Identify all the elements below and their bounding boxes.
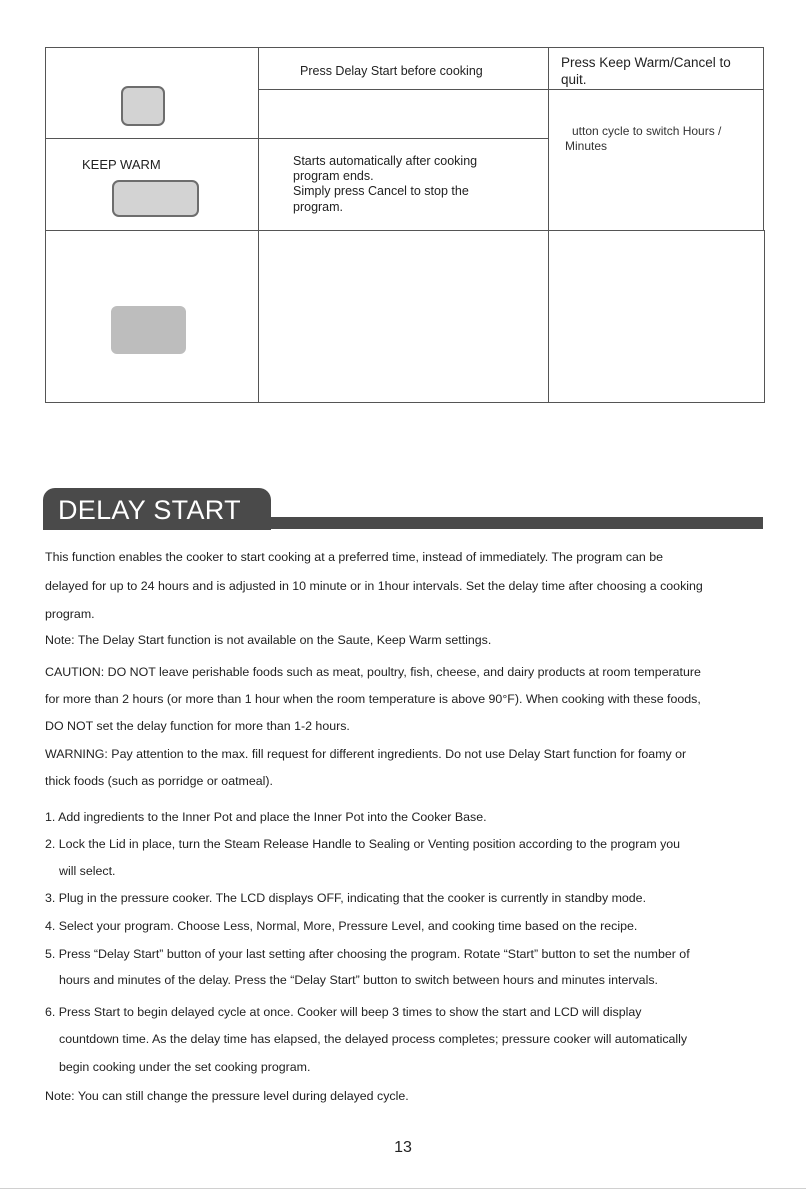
delay-start-button-shape (121, 86, 165, 126)
row1-right-mid-line1: utton cycle to switch Hours / (572, 124, 722, 138)
body-line: thick foods (such as porridge or oatmeal). (45, 774, 273, 788)
table-top-border (45, 47, 764, 48)
table-row-divider-2 (45, 230, 765, 231)
body-line: 2. Lock the Lid in place, turn the Steam Release Handle to Sealing or Venting position according to the program you (45, 837, 681, 851)
body-line: Note: You can still change the pressure level during delayed cycle. (45, 1089, 409, 1103)
table-left-border (45, 47, 46, 403)
table-right-border-upper (763, 47, 764, 231)
page-number: 13 (394, 1139, 412, 1156)
body-line: WARNING: Pay attention to the max. fill request for different ingredients. Do not use Delay Start function for foamy or (45, 747, 687, 761)
keep-warm-desc-line3: Simply press Cancel to stop the (293, 184, 469, 198)
body-line: 5. Press “Delay Start” button of your last setting after choosing the program. Rotate “Start” button to set the number of (45, 947, 690, 961)
table-col-divider-1 (258, 47, 259, 403)
body-line: CAUTION: DO NOT leave perishable foods such as meat, poultry, fish, cheese, and dairy products at room temperature (45, 665, 701, 679)
table-row-divider-1b (258, 138, 549, 139)
body-line: Note: The Delay Start function is not available on the Saute, Keep Warm settings. (45, 633, 492, 647)
keep-warm-desc-line1: Starts automatically after cooking (293, 154, 478, 168)
body-line: will select. (59, 864, 116, 878)
body-line: 4. Select your program. Choose Less, Normal, More, Pressure Level, and cooking time based on the recipe. (45, 919, 638, 933)
row1-right-line2: quit. (561, 72, 587, 87)
body-line: 3. Plug in the pressure cooker. The LCD displays OFF, indicating that the cooker is currently in standby mode. (45, 891, 647, 905)
body-line: delayed for up to 24 hours and is adjusted in 10 minute or in 1hour intervals. Set the delay time after choosing a cooking (45, 579, 703, 593)
body-line: 6. Press Start to begin delayed cycle at once. Cooker will beep 3 times to show the start and LCD will display (45, 1005, 642, 1019)
row1-mid-text: Press Delay Start before cooking (300, 64, 483, 78)
keep-warm-desc-line2: program ends. (293, 169, 374, 183)
body-line: begin cooking under the set cooking program. (59, 1060, 311, 1074)
body-line: hours and minutes of the delay. Press the “Delay Start” button to switch between hours and minutes intervals. (59, 973, 658, 987)
keep-warm-label: KEEP WARM (82, 157, 161, 172)
page-bottom-rule (0, 1188, 806, 1189)
table-right-border-lower (764, 230, 765, 403)
table-row-divider-1 (45, 138, 259, 139)
table-bottom-border (45, 402, 765, 403)
cancel-button-shape (111, 306, 186, 354)
row1-right-mid-line2: Minutes (565, 139, 608, 153)
body-line: This function enables the cooker to start cooking at a preferred time, instead of immediately. The program can be (45, 550, 664, 564)
body-line: 1. Add ingredients to the Inner Pot and place the Inner Pot into the Cooker Base. (45, 810, 487, 824)
keep-warm-button-shape (112, 180, 199, 217)
row1-right-line1: Press Keep Warm/Cancel to (561, 55, 731, 70)
body-line: countdown time. As the delay time has elapsed, the delayed process completes; pressure cooker will automatically (59, 1032, 688, 1046)
body-line: for more than 2 hours (or more than 1 hour when the room temperature is above 90°F). When cooking with these foods, (45, 692, 701, 706)
body-line: DO NOT set the delay function for more than 1-2 hours. (45, 719, 350, 733)
body-line: program. (45, 607, 95, 621)
table-row-divider-mid-top (258, 89, 764, 90)
section-title: DELAY START (58, 495, 241, 525)
table-col-divider-2 (548, 47, 549, 403)
keep-warm-desc-line4: program. (293, 200, 344, 214)
